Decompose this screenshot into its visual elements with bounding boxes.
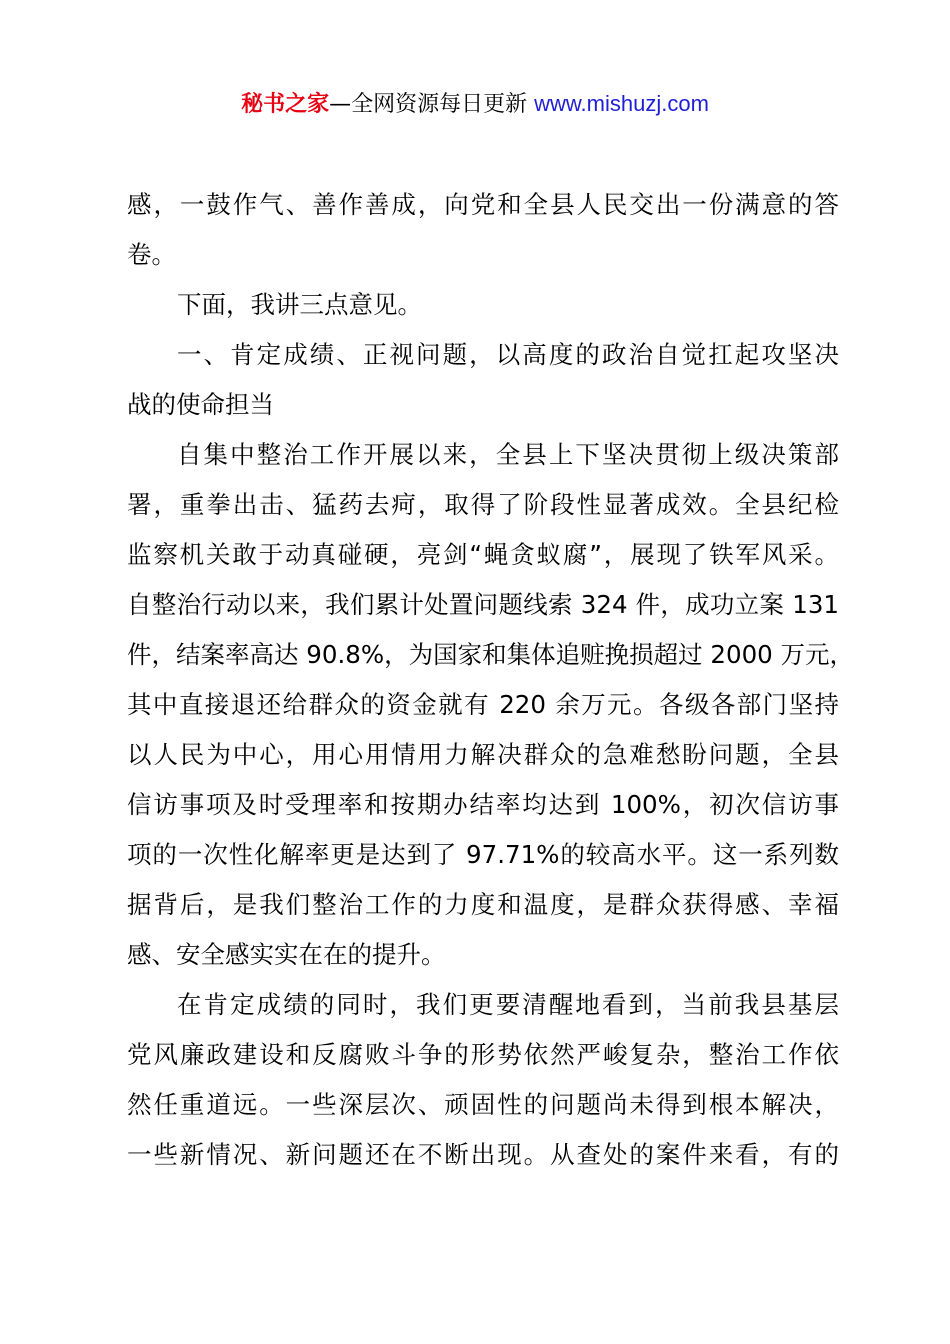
text-line: 署，重拳出击、猛药去疴，取得了阶段性显著成效。全县纪检 — [127, 490, 839, 519]
header-url-link[interactable]: www.mishuzj.com — [534, 91, 709, 116]
text-line: 自集中整治工作开展以来，全县上下坚决贯彻上级决策部 — [177, 440, 839, 469]
text-line: 以人民为中心，用心用情用力解决群众的急难愁盼问题，全县 — [127, 740, 839, 769]
paragraph-continuation — [127, 180, 839, 280]
text-line: 件，结案率高达 90.8%，为国家和集体追赃挽损超过 2000 万元， — [127, 640, 855, 669]
header-brand: 秘书之家 — [241, 92, 330, 117]
text-line: 信访事项及时受理率和按期办结率均达到 100%，初次信访事 — [127, 790, 839, 819]
text-line: 项的一次性化解率更是达到了 97.71%的较高水平。这一系列数 — [127, 840, 839, 869]
paragraph-intro — [127, 280, 839, 330]
text-line: 据背后，是我们整治工作的力度和温度，是群众获得感、幸福 — [127, 890, 839, 919]
header-tagline: —全网资源每日更新 — [329, 92, 528, 117]
text-line: 一、肯定成绩、正视问题，以高度的政治自觉扛起攻坚决 — [177, 340, 839, 369]
text-line: 在肯定成绩的同时，我们更要清醒地看到，当前我县基层 — [177, 990, 839, 1019]
page-header — [0, 88, 950, 121]
text-line: 党风廉政建设和反腐败斗争的形势依然严峻复杂，整治工作依 — [127, 1040, 839, 1069]
document-body — [127, 180, 855, 1180]
text-line: 下面，我讲三点意见。 — [177, 290, 422, 319]
text-line: 然任重道远。一些深层次、顽固性的问题尚未得到根本解决， — [127, 1090, 839, 1119]
text-line: 一些新情况、新问题还在不断出现。从查处的案件来看，有的 — [127, 1140, 839, 1169]
text-line: 卷。 — [127, 240, 176, 269]
text-line: 战的使命担当 — [127, 390, 274, 419]
text-line: 感，一鼓作气、善作善成，向党和全县人民交出一份满意的答 — [127, 190, 839, 219]
text-line: 自整治行动以来，我们累计处置问题线索 324 件，成功立案 131 — [127, 590, 839, 619]
text-line: 感、安全感实实在在的提升。 — [127, 940, 446, 969]
paragraph-problems — [127, 980, 839, 1180]
paragraph-achievements — [127, 430, 855, 980]
text-line: 其中直接退还给群众的资金就有 220 余万元。各级各部门坚持 — [127, 690, 839, 719]
text-line: 监察机关敢于动真碰硬，亮剑“蝇贪蚁腐”，展现了铁军风采。 — [127, 540, 839, 569]
section-heading — [127, 330, 839, 430]
